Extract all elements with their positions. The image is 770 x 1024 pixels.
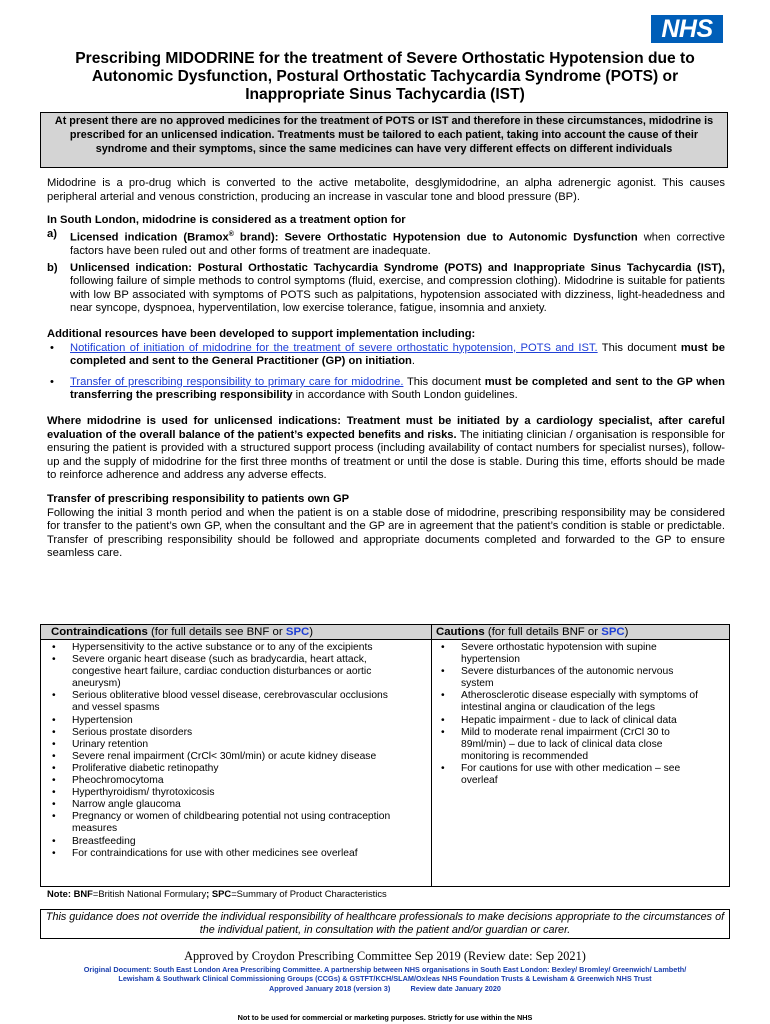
resource-2-text: This document: [403, 375, 485, 388]
registered-mark: ®: [228, 230, 234, 238]
contraindication-item: [49, 775, 407, 787]
indication-a: [47, 228, 725, 259]
transfer-link[interactable]: Transfer of prescribing responsibility to primary care for midodrine.: [70, 375, 404, 388]
contraindications-title: Contraindications: [51, 626, 148, 638]
caution-item: [438, 666, 708, 690]
nhs-logo: NHS: [651, 15, 723, 43]
south-london-heading: In South London, midodrine is considered as a treatment option for: [47, 214, 406, 227]
bullet-icon: •: [441, 762, 445, 774]
bullet-icon: •: [441, 642, 445, 653]
contraindication-item-text: Severe renal impairment (CrCl< 30ml/min) or acute kidney disease: [72, 750, 377, 762]
contraindications-close: ): [309, 626, 314, 638]
caution-item: [438, 727, 708, 763]
caution-item: [438, 715, 708, 727]
contraindication-item: [49, 751, 407, 763]
original-line-2: Lewisham & Southwark Clinical Commissioning Groups (CCGs) & GSTFT/KCH/SLAM/Oxleas NHS Foundation Trusts & Lewisham & Greenwich NHS Trust: [118, 974, 652, 984]
disclaimer-box: This guidance does not override the individual responsibility of healthcare professionals to make decisions appropriate to the circumstances of the individual patient, in consultation with the patient and/or guardian or carer.: [40, 909, 730, 939]
transfer-heading: Transfer of prescribing responsibility to patients own GP: [47, 493, 350, 506]
resource-2-bold: must be completed and sent to the GP when transferring the prescribing responsibility: [70, 375, 726, 402]
contraindications-spc-link[interactable]: SPC: [285, 626, 310, 638]
resource-item-1: [47, 342, 725, 369]
bullet-icon: •: [52, 690, 56, 702]
resource-item-2: [47, 376, 725, 403]
bullet-icon: •: [52, 642, 56, 653]
cautions-sub: (for full details BNF or: [484, 626, 602, 638]
indication-a-marker: a): [47, 227, 57, 240]
contraindication-item: [49, 787, 407, 799]
unlicensed-banner: At present there are no approved medicines for the treatment of POTS or IST and therefore in these circumstances, midodrine is prescribed for an unlicensed indication. Treatments must be tailored to each patient, taking into account the cause of their syndrome and their symptoms, since the same medicines can have very different effects on different individuals: [40, 112, 728, 168]
contraindication-item: [49, 654, 407, 690]
caution-item: [438, 763, 708, 787]
indication-a-text: when corrective factors have been ruled out and other forms of treatment are inadequate.: [70, 231, 725, 258]
bullet-icon: •: [50, 341, 54, 354]
bullet-icon: •: [52, 835, 56, 847]
bullet-icon: •: [52, 811, 56, 823]
unlicensed-text: The initiating clinician / organisation is responsible for ensuring the patient is provided with a structured support process (including availability of contact numbers for specialist nurses), follow-up and the supply of midodrine for the first three months of treatment or until the dose is stable. During this time, efforts should be made to reinforce adherence and address any adverse effects.: [47, 428, 725, 482]
contraindications-list: [49, 642, 407, 860]
bullet-icon: •: [52, 799, 56, 811]
contraindication-item-text: Pregnancy or women of childbearing potential not using contraception measures: [72, 811, 391, 835]
resource-1-bold: must be completed and sent to the General Practitioner (GP) on initiation: [70, 341, 725, 368]
bullet-icon: •: [50, 375, 54, 388]
bullet-icon: •: [441, 666, 445, 678]
indication-a-bold-2: brand): Severe Orthostatic Hypotension due to Autonomic Dysfunction: [233, 231, 638, 244]
unlicensed-bold: Where midodrine is used for unlicensed indications: Treatment must be initiated by a cardiology specialist, after careful evaluation of the overall balance of the patient’s expected benefits and risks.: [47, 415, 725, 441]
bullet-icon: •: [441, 726, 445, 738]
bullet-icon: •: [441, 714, 445, 726]
page-title: Prescribing MIDODRINE for the treatment of Severe Orthostatic Hypotension due to Autonomic Dysfunction, Postural Orthostatic Tachycardia Syndrome (POTS) or Inappropriate Sinus Tachycardia (IST): [75, 50, 695, 103]
bullet-icon: •: [52, 750, 56, 762]
note-label: Note:: [47, 888, 74, 899]
contraindication-item-text: Severe organic heart disease (such as bradycardia, heart attack, congestive heart failure, cardiac conduction disturbances or aortic aneurysm): [72, 654, 372, 690]
original-line-3: Approved January 2018 (version 3) Review date January 2020: [269, 983, 501, 993]
contraindication-item-text: Serious prostate disorders: [72, 726, 193, 738]
resource-1-text: This document: [597, 341, 681, 354]
caution-item: [438, 642, 708, 666]
cautions-header: [432, 625, 729, 640]
caution-item-text: Atherosclerotic disease especially with symptoms of intestinal angina or claudication of the legs: [461, 690, 698, 714]
contraindication-item-text: Narrow angle glaucoma: [72, 799, 181, 811]
bullet-icon: •: [52, 654, 56, 666]
caution-item-text: For cautions for use with other medication – see overleaf: [461, 762, 681, 787]
contraindication-item-text: Breastfeeding: [72, 835, 136, 847]
contraindication-item-text: Hypersensitivity to the active substance or to any of the excipients: [72, 642, 373, 653]
contraindication-item: [49, 811, 407, 835]
main-body: [47, 177, 725, 561]
resource-1-end: .: [411, 355, 415, 368]
indication-a-bold-1: Licensed indication (Bramox: [70, 231, 229, 244]
contraindication-item-text: Hypertension: [72, 714, 133, 726]
note-bnf-def: =British National Formulary: [92, 888, 207, 899]
indication-b-bold: Unlicensed indication: Postural Orthostatic Tachycardia Syndrome (POTS) and Inappropriate Sinus Tachycardia (IST),: [70, 261, 725, 274]
contraindication-item: [49, 727, 407, 739]
contraindication-item: [49, 799, 407, 811]
contraindication-item-text: Urinary retention: [72, 738, 149, 750]
abbreviation-note: [47, 888, 387, 899]
contraindication-item-text: For contraindications for use with other medicines see overleaf: [72, 847, 358, 859]
caution-item: [438, 690, 708, 714]
notification-link[interactable]: Notification of initiation of midodrine for the treatment of severe orthostatic hypotension, POTS and IST.: [70, 341, 598, 354]
bullet-icon: •: [52, 847, 56, 859]
indication-b: [47, 262, 725, 316]
bullet-icon: •: [52, 762, 56, 774]
contraindication-item: [49, 690, 407, 714]
note-sep: ;: [206, 888, 212, 899]
contraindications-header: [41, 625, 431, 640]
caution-item-text: Severe orthostatic hypotension with supine hypertension: [461, 642, 657, 666]
contraindications-sub: (for full details see BNF or: [147, 626, 286, 638]
contraindication-item: [49, 642, 407, 654]
cautions-spc-link[interactable]: SPC: [601, 626, 625, 638]
bullet-icon: •: [52, 738, 56, 750]
contraindication-item: [49, 739, 407, 751]
caution-item-text: Mild to moderate renal impairment (CrCl 30 to 89ml/min) – due to lack of clinical data close monitoring is recommended: [461, 726, 670, 762]
bullet-icon: •: [52, 714, 56, 726]
contraindication-item: [49, 715, 407, 727]
cautions-title: Cautions: [436, 626, 485, 638]
transfer-paragraph: Following the initial 3 month period and when the patient is on a stable dose of midodrine, prescribing responsibility may be considered for transfer to the patient’s own GP, when the consultant and the GP are in agreement that the patient’s condition is stable or predictable. Transfer of prescribing responsibility should be followed and appropriate documents completed and forwarded to the GP to ensure seamless care.: [47, 506, 725, 560]
note-spc-def: =Summary of Product Characteristics: [231, 888, 387, 899]
contraindication-item-text: Serious obliterative blood vessel disease, cerebrovascular occlusions and vessel spasms: [72, 690, 388, 714]
column-divider: [431, 625, 432, 886]
caution-item-text: Hepatic impairment - due to lack of clinical data: [461, 714, 677, 726]
contraindication-item-text: Pheochromocytoma: [72, 775, 164, 787]
bullet-icon: •: [52, 726, 56, 738]
note-bnf: BNF: [73, 888, 93, 899]
indication-b-marker: b): [47, 261, 58, 274]
cautions-close: ): [624, 626, 629, 638]
contraindications-cautions-table: [40, 624, 730, 887]
resource-2-end: in accordance with South London guidelines.: [292, 389, 518, 402]
unlicensed-paragraph: [47, 415, 725, 483]
contraindication-item: [49, 836, 407, 848]
resources-heading: Additional resources have been developed to support implementation including:: [47, 328, 476, 341]
caution-item-text: Severe disturbances of the autonomic nervous system: [461, 666, 674, 690]
contraindication-item-text: Hyperthyroidism/ thyrotoxicosis: [72, 787, 215, 799]
original-line-1: Original Document: South East London Area Prescribing Committee. A partnership between NHS organisations in South East London: Bexley/ Bromley/ Greenwich/ Lambeth/: [83, 965, 687, 974]
usage-restriction: Not to be used for commercial or marketing purposes. Strictly for use within the NHS: [237, 1013, 533, 1022]
approval-line: Approved by Croydon Prescribing Committee Sep 2019 (Review date: Sep 2021): [184, 949, 586, 963]
contraindication-item: [49, 763, 407, 775]
bullet-icon: •: [52, 787, 56, 799]
intro-paragraph: Midodrine is a pro-drug which is converted to the active metabolite, desglymidodrine, an alpha adrenergic agonist. This causes peripheral arterial and venous constriction, producing an increase in vascular tone and blood pressure (BP).: [47, 177, 725, 203]
bullet-icon: •: [52, 775, 56, 787]
cautions-list: [438, 642, 708, 787]
original-document-info: [40, 965, 730, 993]
contraindication-item-text: Proliferative diabetic retinopathy: [72, 762, 219, 774]
indication-b-text: following failure of simple methods to control symptoms (fluid, exercise, and compression clothing). Midodrine is suitable for patients with low BP associated with symptoms of POTS such as palpitations, hypotension associated with dizziness, light-headedness and near syncope, dyspnoea, hyperventilation, low exercise tolerance, fatigue, insomnia and anxiety.: [70, 275, 725, 315]
bullet-icon: •: [441, 690, 445, 702]
contraindication-item: [49, 848, 407, 860]
note-spc: SPC: [211, 888, 232, 899]
